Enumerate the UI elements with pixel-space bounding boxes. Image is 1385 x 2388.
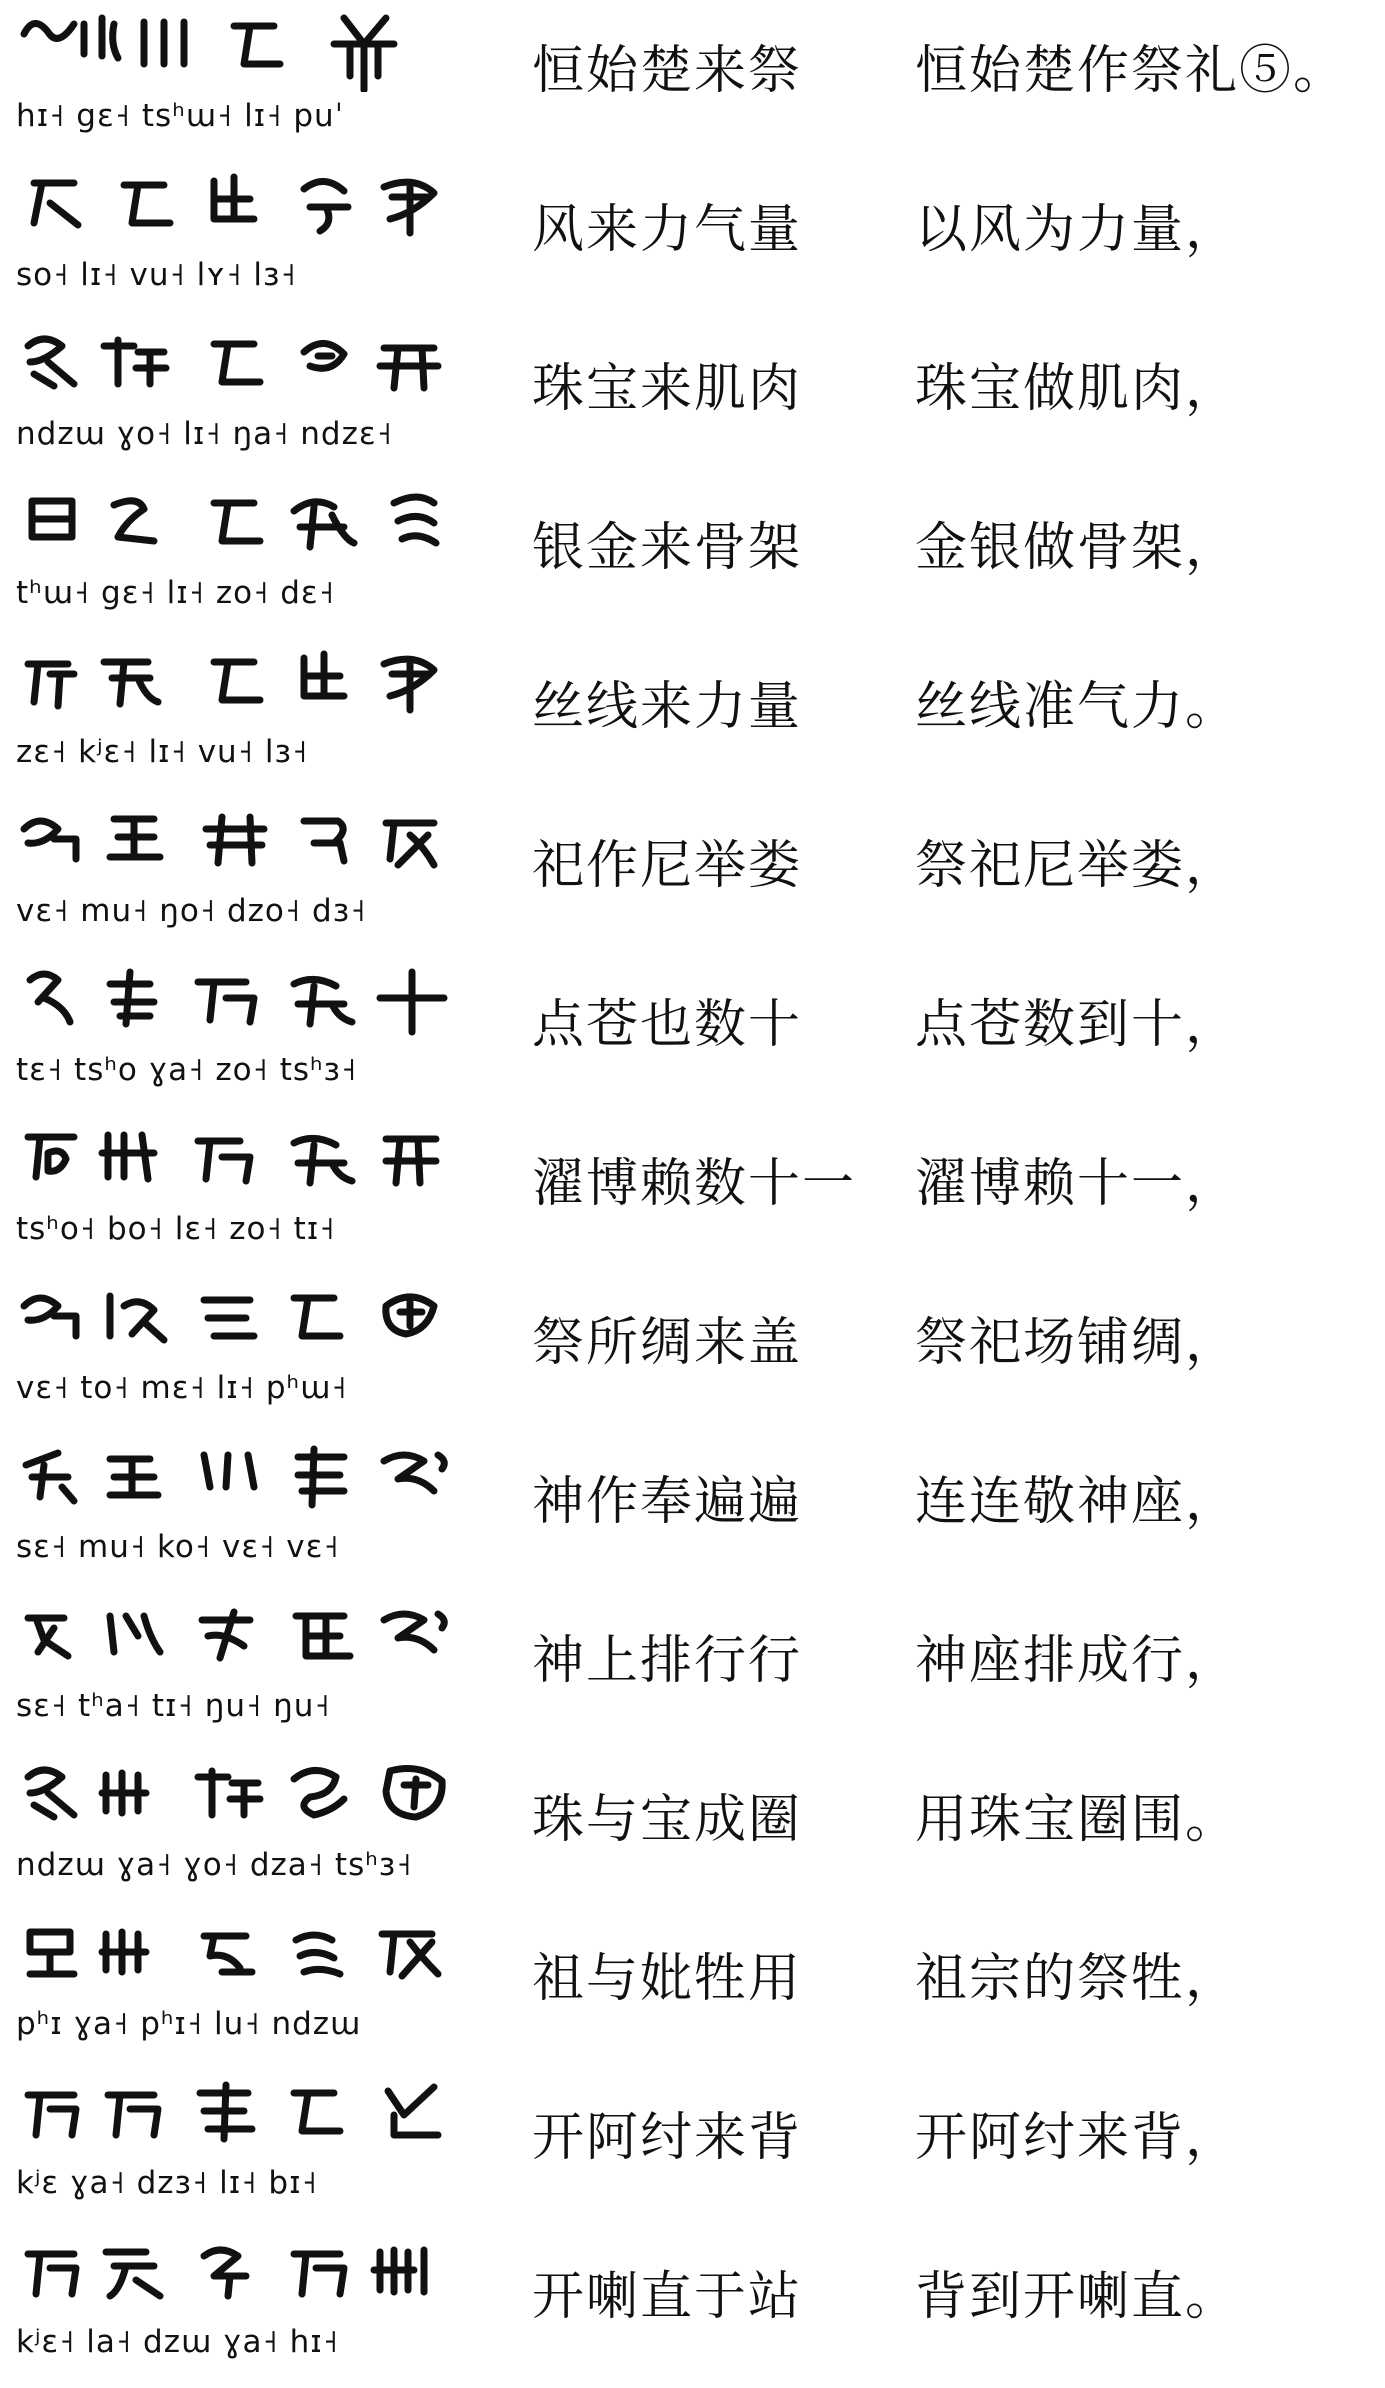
yi-glyphs-illustration [14, 958, 454, 1046]
verse-row [0, 954, 1385, 1114]
free-translation: 恒始楚作祭礼⑤。 [915, 41, 1348, 101]
free-translation: 以风为力量， [915, 200, 1240, 260]
free-translation: 珠宝做肌肉， [915, 359, 1240, 419]
phonetic-transcription: vɛ˧ mu˧ ŋo˧ dzo˧ dɜ˧ [16, 893, 367, 929]
literal-translation: 风来力气量 [532, 200, 803, 260]
yi-script-line [14, 1753, 454, 1903]
verse-row [0, 318, 1385, 478]
verse-row [0, 1590, 1385, 1750]
literal-translation: 银金来骨架 [532, 518, 803, 578]
phonetic-transcription: tʰɯ˧ gɛ˧ lɪ˧ zo˧ dɛ˧ [16, 575, 335, 611]
yi-script-line [14, 1594, 454, 1744]
verse-row [0, 1272, 1385, 1432]
yi-glyphs-illustration [14, 1435, 454, 1523]
yi-glyphs-illustration [14, 2071, 454, 2159]
yi-glyphs-illustration [14, 163, 454, 251]
literal-translation: 丝线来力量 [532, 677, 803, 737]
verse-row [0, 0, 1385, 160]
yi-script-line [14, 2230, 454, 2380]
yi-script-line [14, 2071, 454, 2221]
free-translation: 背到开喇直。 [915, 2267, 1240, 2327]
phonetic-transcription: sɛ˧ tʰa˧ tɪ˧ ŋu˧ ŋu˧ [16, 1688, 331, 1724]
literal-translation: 神作奉遍遍 [532, 1472, 803, 1532]
free-translation: 连连敬神座， [915, 1472, 1240, 1532]
yi-glyphs-illustration [14, 1753, 454, 1841]
yi-glyphs-illustration [14, 4, 454, 92]
verse-row [0, 1908, 1385, 2068]
free-translation: 祭祀场铺绸， [915, 1313, 1240, 1373]
free-translation: 点苍数到十， [915, 995, 1240, 1055]
verse-row [0, 2067, 1385, 2227]
yi-glyphs-illustration [14, 1912, 454, 2000]
phonetic-transcription: kʲɛ˧ la˧ dzɯ ɣa˧ hɪ˧ [16, 2324, 340, 2360]
free-translation: 开阿纣来背， [915, 2108, 1240, 2168]
phonetic-transcription: sɛ˧ mu˧ ko˧ vɛ˧ vɛ˧ [16, 1529, 340, 1565]
yi-script-line [14, 1276, 454, 1426]
free-translation: 祖宗的祭牲， [915, 1949, 1240, 2009]
yi-glyphs-illustration [14, 799, 454, 887]
literal-translation: 濯博赖数十一 [532, 1154, 857, 1214]
yi-script-line [14, 1912, 454, 2062]
verse-row [0, 159, 1385, 319]
yi-script-line [14, 163, 454, 313]
free-translation: 金银做骨架， [915, 518, 1240, 578]
free-translation: 丝线准气力。 [915, 677, 1240, 737]
verse-row [0, 2226, 1385, 2386]
free-translation: 神座排成行， [915, 1631, 1240, 1691]
verse-row [0, 795, 1385, 955]
phonetic-transcription: tsʰo˧ bo˧ lɛ˧ zo˧ tɪ˧ [16, 1211, 336, 1247]
free-translation: 祭祀尼举娄， [915, 836, 1240, 896]
literal-translation: 祖与妣牲用 [532, 1949, 803, 2009]
phonetic-transcription: ndzɯ ɣo˧ lɪ˧ ŋa˧ ndzɛ˧ [16, 416, 393, 452]
yi-script-line [14, 1117, 454, 1267]
phonetic-transcription: ndzɯ ɣa˧ ɣo˧ dza˧ tsʰɜ˧ [16, 1847, 413, 1883]
literal-translation: 祀作尼举娄 [532, 836, 803, 896]
yi-script-line [14, 322, 454, 472]
literal-translation: 珠与宝成圈 [532, 1790, 803, 1850]
yi-glyphs-illustration [14, 1594, 454, 1682]
literal-translation: 点苍也数十 [532, 995, 803, 1055]
yi-glyphs-illustration [14, 1117, 454, 1205]
phonetic-transcription: vɛ˧ to˧ mɛ˧ lɪ˧ pʰɯ˧ [16, 1370, 348, 1406]
phonetic-transcription: kʲɛ ɣa˧ dzɜ˧ lɪ˧ bɪ˧ [16, 2165, 318, 2201]
phonetic-transcription: zɛ˧ kʲɛ˧ lɪ˧ vu˧ lɜ˧ [16, 734, 309, 770]
phonetic-transcription: so˧ lɪ˧ vu˧ lʏ˧ lɜ˧ [16, 257, 297, 293]
free-translation: 濯博赖十一， [915, 1154, 1240, 1214]
yi-glyphs-illustration [14, 322, 454, 410]
yi-script-line [14, 1435, 454, 1585]
literal-translation: 开喇直于站 [532, 2267, 803, 2327]
yi-glyphs-illustration [14, 640, 454, 728]
verse-row [0, 477, 1385, 637]
yi-script-line [14, 4, 454, 154]
phonetic-transcription: hɪ˧ gɛ˧ tsʰɯ˧ lɪ˧ puˈ [16, 98, 345, 134]
yi-script-line [14, 799, 454, 949]
verse-row [0, 1113, 1385, 1273]
yi-script-line [14, 481, 454, 631]
phonetic-transcription: pʰɪ ɣa˧ pʰɪ˧ lu˧ ndzɯ [16, 2006, 362, 2042]
verse-row [0, 636, 1385, 796]
literal-translation: 开阿纣来背 [532, 2108, 803, 2168]
literal-translation: 祭所绸来盖 [532, 1313, 803, 1373]
yi-glyphs-illustration [14, 1276, 454, 1364]
literal-translation: 恒始楚来祭 [532, 41, 803, 101]
yi-glyphs-illustration [14, 2230, 454, 2318]
literal-translation: 珠宝来肌肉 [532, 359, 803, 419]
phonetic-transcription: tɛ˧ tsʰo ɣa˧ zo˧ tsʰɜ˧ [16, 1052, 358, 1088]
verse-row [0, 1431, 1385, 1591]
yi-script-line [14, 958, 454, 1108]
verse-row [0, 1749, 1385, 1909]
yi-script-line [14, 640, 454, 790]
free-translation: 用珠宝圈围。 [915, 1790, 1240, 1850]
yi-glyphs-illustration [14, 481, 454, 569]
literal-translation: 神上排行行 [532, 1631, 803, 1691]
